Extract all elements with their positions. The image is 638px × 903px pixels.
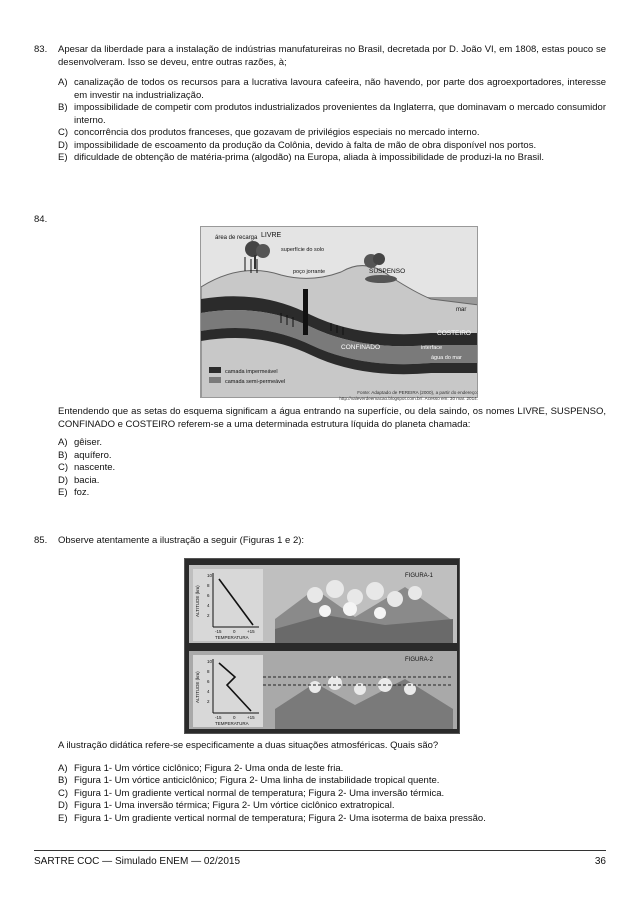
option-a: A) gêiser. (58, 437, 102, 449)
question-84 (34, 214, 606, 227)
question-85-body (34, 740, 606, 825)
x-tick: -15 (215, 715, 222, 720)
y-tick: 2 (207, 613, 210, 618)
legend-semipermeavel: camada semi-permeável (225, 379, 286, 385)
y-tick: 8 (207, 583, 210, 588)
y-tick: 4 (207, 603, 210, 608)
footer-title: SARTRE COC — Simulado ENEM — 02/2015 (34, 856, 241, 867)
atmosphere-illustration (185, 559, 460, 734)
question-number: 84. (34, 214, 48, 225)
x-tick: 0 (233, 715, 236, 720)
label-costeiro: COSTEIRO (437, 330, 471, 337)
label-suspenso: SUSPENSO (369, 268, 406, 275)
atmosphere-figures (184, 558, 460, 734)
question-85 (34, 535, 606, 548)
label-agua-mar: água do mar (431, 355, 462, 361)
x-axis-label-2: TEMPERATURA (215, 721, 249, 726)
label-interface: interface (421, 345, 443, 351)
legend-impermeavel: camada impermeável (225, 369, 278, 375)
figure-1-label: FIGURA-1 (405, 573, 434, 579)
label-superficie: superfície do solo (281, 247, 325, 253)
figure-source: Fonte: Adaptado de PEREIRA (2000), a partir do endereço: http://valeverdeemacao.blogspot.com.br/. Acesso em: 30 mar. 2014. (339, 390, 478, 401)
page-footer (34, 850, 606, 868)
question-stem: Entendendo que as setas do esquema significam a água entrando na superfície, ou dela saindo, os nomes LIVRE, SUSPENSO, CONFINADO e COSTEIRO referem-se a uma determinada estrutura líquida do planeta chamada: (58, 406, 606, 430)
option-e: E) foz. (58, 487, 90, 499)
y-axis-label-1: ALTITUDE (km) (195, 585, 200, 617)
question-83 (34, 44, 606, 165)
x-tick: -15 (215, 629, 222, 634)
option-e: E) dificuldade de obtenção de matéria-prima (algodão) na Europa, aliada à impossibilidade de produzi-la no Brasil. (58, 152, 545, 164)
y-tick: 10 (207, 659, 213, 664)
option-b: B) Figura 1- Um vórtice anticiclônico; Figura 2- Uma linha de instabilidade tropical quente. (58, 775, 440, 787)
question-number: 83. (34, 44, 48, 55)
label-recarga: área de recarga (215, 235, 258, 241)
option-d: D) bacia. (58, 474, 100, 486)
y-tick: 4 (207, 689, 210, 694)
y-tick: 6 (207, 679, 210, 684)
x-tick: 0 (233, 629, 236, 634)
option-b: B) aquífero. (58, 449, 112, 461)
label-confinado: CONFINADO (341, 344, 380, 351)
option-e: E) Figura 1- Um gradiente vertical normal de temperatura; Figura 2- Uma isoterma de baixa pressão. (58, 812, 486, 824)
option-c: C) Figura 1- Um gradiente vertical normal de temperatura; Figura 2- Uma inversão térmica. (58, 787, 445, 799)
figure-2-label: FIGURA-2 (405, 657, 434, 663)
option-a: A) Figura 1- Um vórtice ciclônico; Figura 2- Uma onda de leste fria. (58, 762, 344, 774)
y-tick: 8 (207, 669, 210, 674)
y-tick: 6 (207, 593, 210, 598)
aquifer-diagram (200, 226, 478, 398)
label-poco: poço jorrante (293, 269, 326, 275)
question-stem: Apesar da liberdade para a instalação de indústrias manufatureiras no Brasil, decretada por D. João VI, em 1808, estas pouco se desenvolveram. Isso se deveu, entre outras razões, à; (58, 44, 606, 68)
label-mar: mar (456, 307, 467, 313)
question-number: 85. (34, 535, 48, 546)
y-tick: 2 (207, 699, 210, 704)
x-axis-label-1: TEMPERATURA (215, 635, 249, 640)
x-tick: +15 (247, 629, 255, 634)
option-a: A) canalização de todos os recursos para a lucrativa lavoura cafeeira, não havendo, por parte dos agroexportadores, interesse em investir na industrialização. (58, 77, 606, 101)
option-d: D) impossibilidade de escoamento da produção da Colônia, devido à falta de mão de obra disponível nos portos. (58, 139, 537, 151)
question-stem: A ilustração didática refere-se especificamente a duas situações atmosféricas. Quais são? (58, 740, 439, 751)
x-tick: +15 (247, 715, 255, 720)
aquifer-illustration (201, 227, 478, 398)
question-84-body (34, 406, 606, 500)
question-intro: Observe atentamente a ilustração a seguir (Figuras 1 e 2): (58, 535, 305, 546)
page-number: 36 (594, 856, 606, 867)
y-tick: 10 (207, 573, 213, 578)
option-d: D) Figura 1- Uma inversão térmica; Figura 2- Um vórtice ciclônico extratropical. (58, 800, 395, 812)
option-c: C) nascente. (58, 462, 116, 474)
label-livre: LIVRE (261, 232, 282, 239)
option-c: C) concorrência dos produtos franceses, que gozavam de privilégios especiais no mercado interno. (58, 127, 480, 139)
y-axis-label-2: ALTITUDE (km) (195, 671, 200, 703)
option-b: B) impossibilidade de competir com produtos industrializados provenientes da Inglaterra, que dominavam o mercado consumidor interno. (58, 102, 606, 126)
